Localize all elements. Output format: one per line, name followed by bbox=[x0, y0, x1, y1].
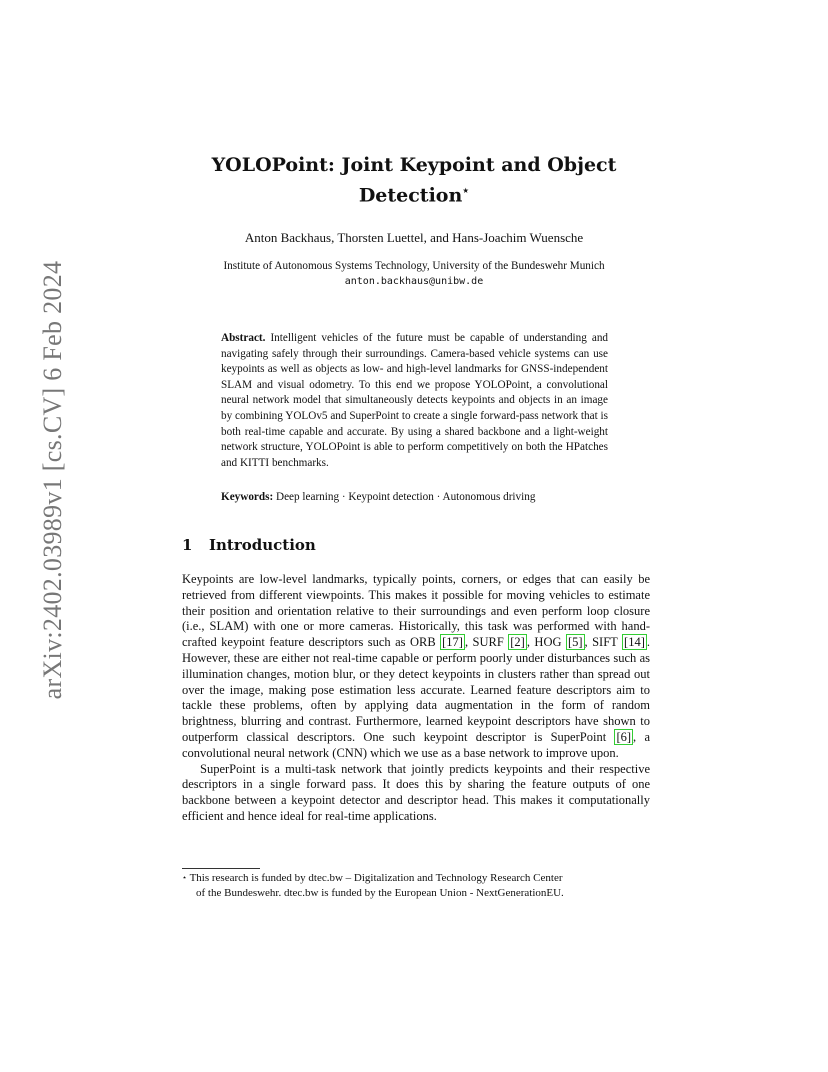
para1-text-5: . However, these are either not real-time capable or perform poorly under disturbances such as illumination changes, motion blur, or they detect keypoints in clusters rather than spread out over the image, making pose estimation less accurate. Learned feature descriptors aim to tackle these problems, often by applying data augmentation in the form of random brightness, blurring and contrast. Furthermore, learned keypoint descriptors have shown to outperform classical descriptors. One such keypoint descriptor is SuperPoint bbox=[182, 635, 650, 744]
para1-text-2: , SURF bbox=[464, 635, 509, 650]
footnote bbox=[182, 871, 652, 900]
footnote-rule bbox=[182, 868, 260, 869]
para1-text-4: , SIFT bbox=[584, 635, 623, 650]
footnote-mark: ⋆ bbox=[182, 873, 188, 882]
section-title: Introduction bbox=[209, 536, 316, 554]
keywords-label: Keywords: bbox=[221, 491, 274, 503]
abstract-text: Intelligent vehicles of the future must be capable of understanding and navigating safely through their surroundings. Camera-based vehicle systems can use keypoints as well as objects as low- and high-level landmarks for GNSS-independent SLAM and visual odometry. To this end we propose YOLOPoint, a convolutional neural network model that simultaneously detects keypoints and objects in an image by combining YOLOv5 and SuperPoint to create a single forward-pass network that is both real-time capable and accurate. By using a shared backbone and a light-weight network structure, YOLOPoint is able to perform competitively on both the HPatches and KITTI benchmarks. bbox=[221, 332, 609, 469]
abstract bbox=[221, 331, 608, 471]
section-heading bbox=[182, 536, 316, 554]
citation-6[interactable]: [6] bbox=[616, 729, 632, 744]
citation-17[interactable]: [17] bbox=[442, 635, 463, 650]
section-number: 1 bbox=[182, 536, 193, 554]
affiliation: Institute of Autonomous Systems Technology, University of the Bundeswehr Munich bbox=[223, 260, 605, 272]
body-text bbox=[182, 572, 650, 825]
para1-text-3: , HOG bbox=[526, 635, 566, 650]
title-line-1: YOLOPoint: Joint Keypoint and Object bbox=[211, 154, 617, 176]
para1-text-1: Keypoints are low-level landmarks, typically points, corners, or edges that can easily be retrieved from different viewpoints. This makes it possible for moving vehicles to estimate their position and orientation relative to their surroundings and even perform loop closure (i.e., SLAM) with one or more cameras. Historically, this task was performed with hand-crafted keypoint feature descriptors such as ORB bbox=[182, 572, 650, 650]
paragraph-2: SuperPoint is a multi-task network that jointly predicts keypoints and their respective descriptors in a single forward pass. It does this by sharing the feature outputs of one backbone between a keypoint detector and descriptor head. This makes it computationally efficient and hence ideal for real-time applications. bbox=[182, 761, 650, 823]
keywords-text: Deep learning · Keypoint detection · Autonomous driving bbox=[276, 491, 536, 503]
citation-2[interactable]: [2] bbox=[510, 635, 525, 650]
affiliation-block bbox=[140, 259, 688, 289]
footnote-line-1: This research is funded by dtec.bw – Digitalization and Technology Research Center bbox=[189, 872, 563, 884]
footnote-line-2: of the Bundeswehr. dtec.bw is funded by the European Union - NextGenerationEU. bbox=[196, 886, 564, 899]
para1-text-6: , a convolutional neural network (CNN) which we use as a base network to improve upon. bbox=[182, 729, 650, 760]
keywords bbox=[221, 491, 621, 503]
authors: Anton Backhaus, Thorsten Luettel, and Hans-Joachim Wuensche bbox=[244, 230, 584, 245]
paragraph-1 bbox=[182, 572, 650, 762]
arxiv-identifier: arXiv:2402.03989v1 [cs.CV] 6 Feb 2024 bbox=[38, 260, 67, 700]
citation-5[interactable]: [5] bbox=[567, 635, 583, 650]
citation-14[interactable]: [14] bbox=[624, 635, 645, 650]
title-line-2: Detection bbox=[358, 184, 463, 207]
abstract-label: Abstract. bbox=[221, 332, 266, 344]
paper-title bbox=[140, 152, 688, 208]
title-footnote-mark: ⋆ bbox=[462, 184, 470, 197]
email-link[interactable]: anton.backhaus@unibw.de bbox=[344, 276, 484, 287]
